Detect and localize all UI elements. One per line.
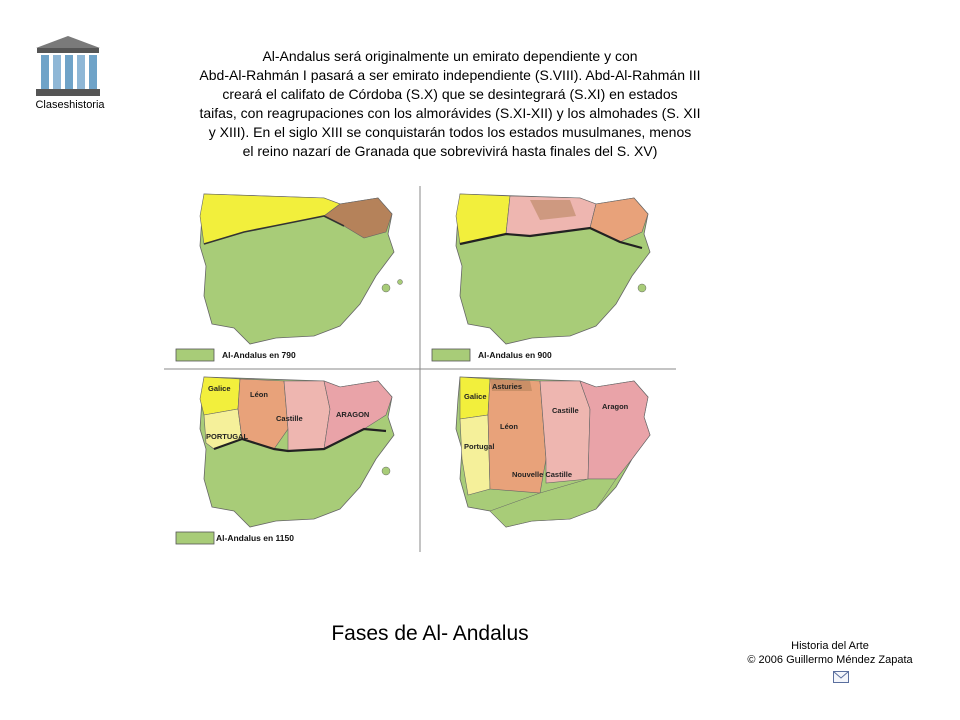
intro-text <box>150 47 750 161</box>
al-andalus-maps-image <box>164 186 676 552</box>
label-portugal-1230: Portugal <box>464 442 495 451</box>
label-aragon-1230: Aragon <box>602 402 629 411</box>
footer-credit <box>700 639 960 667</box>
label-leon-1150: Léon <box>250 390 268 399</box>
intro-line: el reino nazarí de Granada que sobrevivirá hasta finales del S. XV) <box>242 143 658 159</box>
footer-course: Historia del Arte <box>791 640 869 652</box>
mail-icon[interactable] <box>833 671 849 683</box>
legend-900: Al-Andalus en 900 <box>478 350 552 360</box>
label-asturies-1230: Asturies <box>492 382 523 391</box>
label-leon-1230: Léon <box>500 422 518 431</box>
label-galice-1230: Galice <box>464 392 487 401</box>
label-aragon-1150: ARAGON <box>336 410 370 419</box>
label-castille-1230: Castille <box>552 406 579 415</box>
intro-line: y XIII). En el siglo XIII se conquistarán todos los estados musulmanes, menos <box>208 124 692 140</box>
temple-icon <box>34 34 102 98</box>
intro-line: Abd-Al-Rahmán I pasará a ser emirato independiente (S.VIII). Abd-Al-Rahmán III <box>199 67 701 83</box>
intro-line: Al-Andalus será originalmente un emirato dependiente y con <box>262 48 638 64</box>
legend-1150: Al-Andalus en 1150 <box>216 533 294 543</box>
label-galice-1150: Galice <box>208 384 231 393</box>
label-portugal-1150: PORTUGAL <box>206 432 249 441</box>
footer-copyright: © 2006 Guillermo Méndez Zapata <box>747 654 913 666</box>
logo-label: Claseshistoria <box>35 99 105 111</box>
slide-caption: Fases de Al- Andalus <box>331 622 529 645</box>
label-nouvelle-castille-1230: Nouvelle Castille <box>512 470 573 479</box>
map-panel-790 <box>164 186 420 369</box>
intro-line: taifas, con reagrupaciones con los almorávides (S.XI-XII) y los almohades (S. XII <box>199 105 701 121</box>
legend-790: Al-Andalus en 790 <box>222 350 296 360</box>
intro-line: creará el califato de Córdoba (S.X) que se desintegrará (S.XI) en estados <box>222 86 678 102</box>
label-castille-1150: Castille <box>276 414 303 423</box>
